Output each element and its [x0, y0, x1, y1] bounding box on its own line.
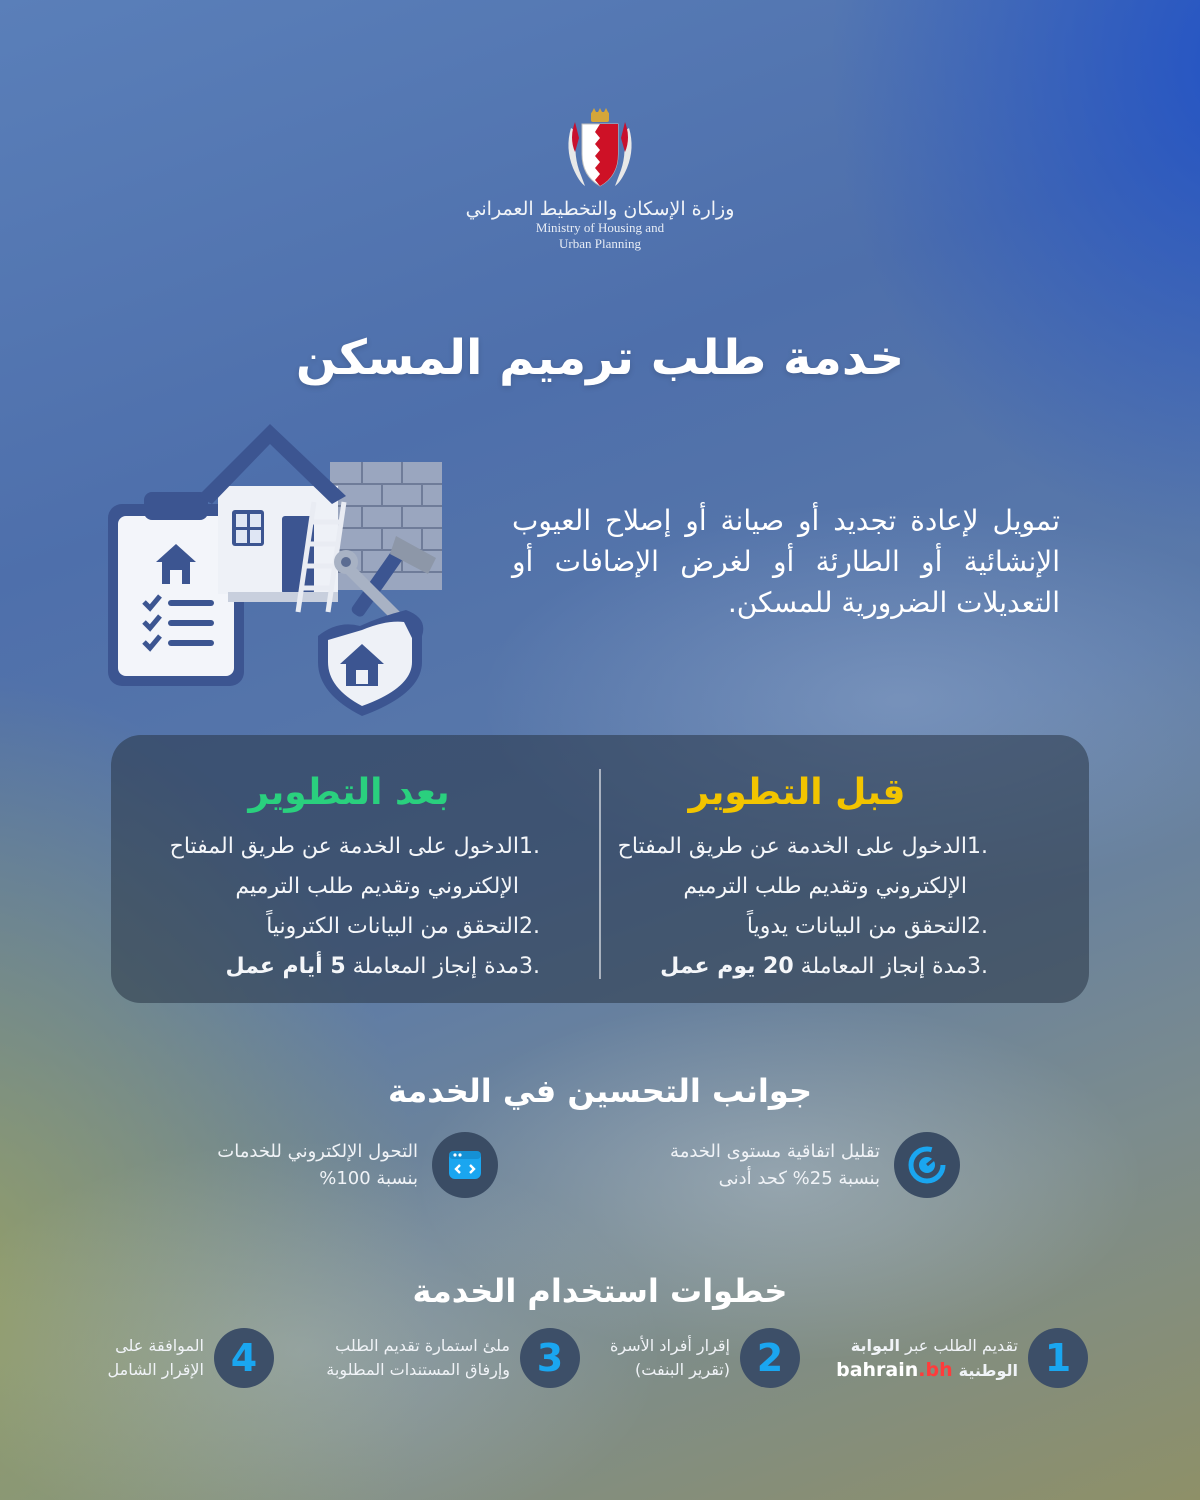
step-1 [836, 1328, 1088, 1388]
item-number: 3. [519, 954, 540, 979]
duration-value: 20 يوم عمل [660, 954, 794, 979]
step-line1-prefix: تقديم الطلب عبر [900, 1335, 1018, 1355]
step-line1: إقرار أفراد الأسرة [610, 1336, 730, 1355]
bahrain-bh-portal-link[interactable] [836, 1358, 953, 1382]
step-4 [108, 1328, 274, 1388]
after-item-1 [119, 827, 579, 907]
improvement-line1: التحول الإلكتروني للخدمات [217, 1141, 418, 1162]
item-text: التحقق من البيانات يدوياً [746, 914, 967, 939]
comparison-card [111, 735, 1089, 1003]
bahrain-emblem-icon [565, 108, 635, 194]
item-number: 3. [967, 954, 988, 979]
step-line2 [836, 1358, 1018, 1383]
improvement-line1: تقليل اتفاقية مستوى الخدمة [670, 1141, 880, 1162]
before-development-column [567, 771, 1027, 987]
item-text-prefix: مدة إنجاز المعاملة [352, 954, 519, 979]
improvement-line2: بنسبة 100% [319, 1168, 418, 1189]
before-item-2 [567, 907, 1027, 947]
before-item-3 [567, 947, 1027, 987]
step-number: 1 [1028, 1328, 1088, 1388]
item-text: التحقق من البيانات الكترونياً [266, 914, 519, 939]
steps-title: خطوات استخدام الخدمة [412, 1272, 788, 1310]
step-line1-bold: البوابة [850, 1335, 901, 1355]
ministry-name-english-line1: Ministry of Housing and [535, 220, 665, 235]
code-window-icon [432, 1132, 498, 1198]
item-number: 1. [967, 834, 988, 859]
improvement-sla-reduction [670, 1132, 960, 1198]
item-text [567, 947, 967, 987]
item-text-prefix: مدة إنجاز المعاملة [800, 954, 967, 979]
step-number: 3 [520, 1328, 580, 1388]
house-renovation-illustration [100, 412, 460, 722]
portal-name: bahrain [836, 1358, 919, 1381]
step-2 [610, 1328, 800, 1388]
improvement-line2: بنسبة 25% كحد أدنى [718, 1168, 880, 1189]
before-development-title: قبل التطوير [688, 772, 906, 813]
step-line2: (تقرير البنفت) [634, 1360, 730, 1379]
ministry-name-english-line2: Urban Planning [559, 236, 641, 251]
item-text: الدخول على الخدمة عن طريق المفتاح الإلكتروني وتقديم طلب الترميم [169, 834, 519, 899]
after-item-2 [119, 907, 579, 947]
step-line2-bold: الوطنية [958, 1360, 1018, 1380]
item-text [119, 947, 519, 987]
shield-icon [318, 610, 423, 716]
ministry-name-arabic: وزارة الإسكان والتخطيط العمراني [465, 198, 735, 220]
step-line1: الموافقة على [115, 1336, 204, 1355]
step-line2: وإرفاق المستندات المطلوبة [326, 1360, 510, 1379]
after-item-3 [119, 947, 579, 987]
item-number: 1. [519, 834, 540, 859]
duration-value: 5 أيام عمل [225, 954, 346, 979]
service-description: تمويل لإعادة تجديد أو صيانة أو إصلاح العيوب الإنشائية أو الطارئة أو لغرض الإضافات أو التعديلات الضرورية للمسكن. [512, 504, 1060, 619]
step-line1 [836, 1334, 1018, 1358]
step-3 [326, 1328, 580, 1388]
item-text: الدخول على الخدمة عن طريق المفتاح الإلكتروني وتقديم طلب الترميم [617, 834, 967, 899]
house-icon [198, 424, 346, 602]
page-title: خدمة طلب ترميم المسكن [295, 330, 905, 386]
after-development-title: بعد التطوير [248, 772, 450, 813]
item-number: 2. [967, 914, 988, 939]
step-line2: الإقرار الشامل [107, 1360, 204, 1379]
item-number: 2. [519, 914, 540, 939]
after-development-column [119, 771, 579, 987]
improvement-digital-transformation [217, 1132, 498, 1198]
improvements-title: جوانب التحسين في الخدمة [387, 1072, 812, 1110]
before-item-1 [567, 827, 1027, 907]
ministry-logo [0, 108, 1200, 252]
step-number: 4 [214, 1328, 274, 1388]
gauge-icon [894, 1132, 960, 1198]
portal-suffix: .bh [918, 1358, 953, 1381]
column-divider [599, 769, 601, 979]
step-line1: ملئ استمارة تقديم الطلب [335, 1336, 510, 1355]
step-number: 2 [740, 1328, 800, 1388]
